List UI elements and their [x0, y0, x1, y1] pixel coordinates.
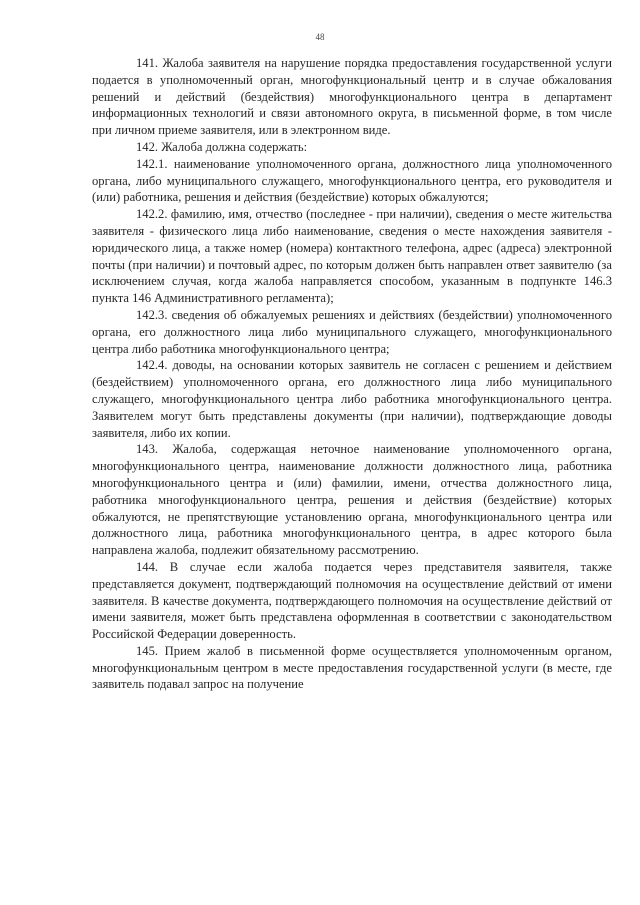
paragraph-142-1: 142.1. наименование уполномоченного органа, должностного лица уполномоченного органа, либо муниципального служащего, многофункционального центра, его руководителя и (или) работника, решения и действия (бездействие) которых обжалуются; [92, 156, 612, 205]
page-number: 48 [315, 32, 325, 42]
paragraph-141: 141. Жалоба заявителя на нарушение порядка предоставления государственной услуги подается в уполномоченный орган, многофункциональный центр и в случае обжалования решений и действий (бездействия) многофункционального центра в департамент информационных технологий и связи автономного округа, в письменной форме, в том числе при личном приеме заявителя, или в электронном виде. [92, 56, 612, 138]
paragraph-142-4: 142.4. доводы, на основании которых заявитель не согласен с решением и действием (бездействием) уполномоченного органа, его должностного лица либо муниципального служащего, многофункционального центра либо работника многофункционального центра. Заявителем могут быть представлены документы (при наличии), подтверждающие доводы заявителя, либо их копии. [92, 358, 612, 440]
paragraph-143: 143. Жалоба, содержащая неточное наименование уполномоченного органа, многофункционального центра, наименование должности должностного лица, работника многофункционального центра и (или) фамилии, имени, отчества должностного лица, работника многофункционального центра, решения и действия (бездействие) которых обжалуются, не препятствующие установлению органа, многофункционального центра или должностного лица, работника многофункционального центра, в адрес которого была направлена жалоба, подлежит обязательному рассмотрению. [92, 442, 612, 558]
paragraph-142-2: 142.2. фамилию, имя, отчество (последнее - при наличии), сведения о месте жительства заявителя - физического лица либо наименование, сведения о месте нахождения заявителя - юридического лица, а также номер (номера) контактного телефона, адрес (адреса) электронной почты (при наличии) и почтовый адрес, по которым должен быть направлен ответ заявителю (за исключением случая, когда жалоба направляется способом, указанным в подпункте 146.3 пункта 146 Административного регламента); [92, 207, 612, 306]
document-body [92, 55, 612, 693]
paragraph-142-3: 142.3. сведения об обжалуемых решениях и действиях (бездействии) уполномоченного органа, его должностного лица либо муниципального служащего, многофункционального центра либо работника многофункционального центра; [92, 307, 612, 356]
paragraph-142: 142. Жалоба должна содержать: [136, 139, 308, 154]
paragraph-145: 145. Прием жалоб в письменной форме осуществляется уполномоченным органом, многофункциональным центром в месте предоставления государственной услуги (в месте, где заявитель подавал запрос на получение [92, 643, 612, 692]
paragraph-144: 144. В случае если жалоба подается через представителя заявителя, также представляется документ, подтверждающий полномочия на осуществление действий от имени заявителя. В качестве документа, подтверждающего полномочия на осуществление действий от имени заявителя, может быть представлена оформленная в соответствии с законодательством Российской Федерации доверенность. [92, 559, 612, 642]
